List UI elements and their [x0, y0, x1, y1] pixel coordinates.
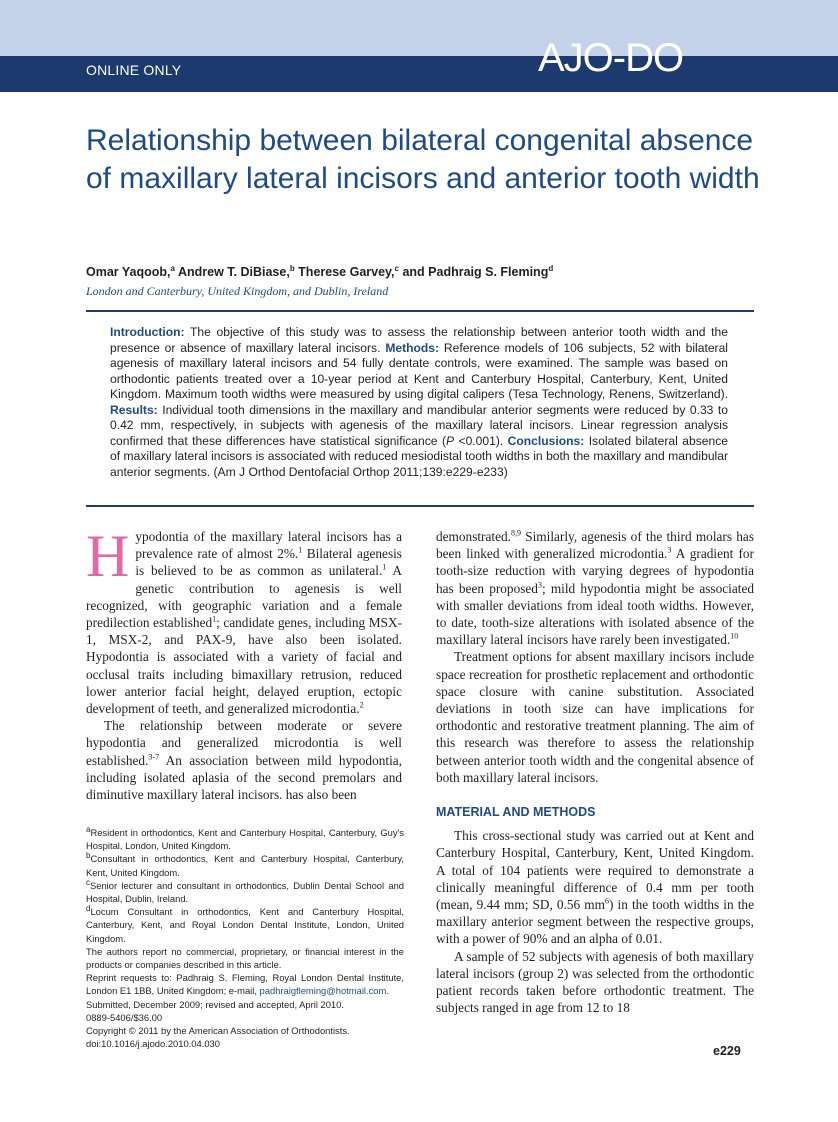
- body-paragraph: [86, 717, 402, 803]
- footnote-text: Resident in orthodontics, Kent and Canterbury Hospital, Canterbury, Guy's Hospital, London, United Kingdom.: [86, 827, 404, 852]
- body-paragraph: Treatment options for absent maxillary incisors include space recreation for prosthetic replacement and orthodontic space closure with canine substitution. Associated deviations in tooth size can have implications for orthodontic and restorative treatment planning. The aim of this research was therefore to assess the relationship between anterior tooth width and the congenital absence of both maxillary lateral incisors.: [436, 649, 754, 785]
- body-text: Similarly, agenesis of the third molars has been linked with generalized microdontia.: [436, 529, 754, 562]
- body-text: A gradient for tooth-size reduction with varying degrees of hypodontia has been proposed: [436, 546, 754, 596]
- author-sup: c: [394, 263, 399, 273]
- body-paragraph: [436, 528, 754, 648]
- abstract-results-heading: Results:: [110, 402, 158, 417]
- footnote-text: Consultant in orthodontics, Kent and Canterbury Hospital, Canterbury, Kent, United Kingdom.: [86, 853, 404, 878]
- body-text: ) in the tooth widths in the maxillary anterior segment between the respective groups, with a power of 90% and an alpha of 0.01.: [436, 897, 754, 947]
- abstract-methods-heading: Methods:: [385, 340, 440, 355]
- author-name: Andrew T. DiBiase,: [174, 265, 290, 279]
- author-name: and Padhraig S. Fleming: [399, 265, 549, 279]
- author-list: [86, 265, 766, 279]
- body-paragraph: A sample of 52 subjects with agenesis of both maxillary lateral incisors (group 2) was selected from the orthodontic patient records taken before orthodontic treatment. The subjects ranged in age from 12 to 18: [436, 948, 754, 1016]
- copyright: Copyright © 2011 by the American Association of Orthodontists.: [86, 1025, 350, 1037]
- author-name: Omar Yaqoob,: [86, 265, 171, 279]
- header-top-band: [0, 0, 838, 56]
- footnote-text: Senior lecturer and consultant in orthodontics, Dublin Dental School and Hospital, Dublin, Ireland.: [86, 879, 404, 905]
- body-text: ypodontia of the maxillary lateral incisors has a prevalence rate of almost 2%.: [135, 529, 402, 562]
- abstract-intro-heading: Introduction:: [110, 325, 185, 339]
- abstract-top-rule: [86, 310, 754, 312]
- reprint-requests: [86, 971, 404, 997]
- reprint-text: Reprint requests to: Padhraig S. Fleming, Royal London Dental Institute, London E1 1BB, United Kingdom; e-mail,: [86, 972, 404, 997]
- disclosure: The authors report no commercial, proprietary, or financial interest in the products or companies described in this article.: [86, 945, 404, 971]
- footnote: [86, 852, 404, 878]
- footnote-mark: a: [86, 824, 91, 834]
- citation: 2: [359, 700, 364, 710]
- footnote-text: Locum Consultant in orthodontics, Kent and Canterbury Hospital, Canterbury, Kent, and Royal London Dental Institute, London, United Kingdom.: [86, 906, 404, 944]
- drop-cap: H: [86, 523, 130, 589]
- author-sup: b: [289, 263, 295, 273]
- abstract-conclusions-heading: Conclusions:: [507, 433, 585, 448]
- body-text: This cross-sectional study was carried out at Kent and Canterbury Hospital, Canterbury, Kent, United Kingdom. A total of 104 patients were required to demonstrate a clinically meaningful difference of 0.4 mm per tooth (mean, 9.44 mm; SD, 0.56 mm: [436, 828, 754, 913]
- abstract-results-text: <0.001).: [454, 433, 508, 448]
- reprint-text: .: [386, 985, 389, 997]
- abstract-results-text: Individual tooth dimensions in the maxillary and mandibular anterior segments were reduced by 0.33 to 0.42 mm, respectively, in subjects with agenesis of the maxillary lateral incisors. Linear regression analysis confirmed that these differences have statistical significance (: [110, 402, 728, 448]
- citation: 10: [730, 631, 739, 641]
- body-text: ; mild hypodontia might be associated with smaller deviations from ideal tooth widths. However, to date, tooth-size alterations with isolated absence of the maxillary lateral incisors have rarely been investigated.: [436, 580, 754, 648]
- journal-logo: AJO-DO: [538, 36, 684, 80]
- doi: doi:10.1016/j.ajodo.2010.04.030: [86, 1038, 220, 1050]
- page-number: e229: [713, 1044, 741, 1058]
- abstract: [110, 325, 728, 480]
- left-column: [86, 523, 402, 803]
- citation: 8,9: [510, 528, 521, 538]
- body-text: ; candidate genes, including MSX-1, MSX-2, and PAX-9, have also been isolated. Hypodontia is associated with a variety of facial and occlusal traits including bimaxillary retrusion, reduced lower anterior facial height, delayed eruption, ectopic development of teeth, and generalized microdontia.: [86, 615, 402, 717]
- submission-dates: Submitted, December 2009; revised and accepted, April 2010.: [86, 998, 344, 1010]
- abstract-p-symbol: P: [446, 433, 455, 448]
- citation: 1: [298, 545, 303, 555]
- abstract-methods-text: Reference models of 106 subjects, 52 with bilateral agenesis of maxillary lateral incisors and 54 fully dentate controls, were examined. The sample was based on orthodontic patients treated over a 10-year period at Kent and Canterbury Hospital, Canterbury, Kent, United Kingdom. Maximum tooth widths were measured by using digital calipers (Tesa Technology, Renens, Switzerland).: [110, 340, 728, 401]
- footnotes: [86, 826, 404, 1050]
- online-only-label: ONLINE ONLY: [86, 62, 182, 78]
- citation: 3: [537, 580, 542, 590]
- body-text: A genetic contribution to agenesis is well recognized, with geographic variation and a female predilection established: [86, 563, 402, 631]
- abstract-conclusions-text: Isolated bilateral absence of maxillary lateral incisors is associated with reduced mesiodistal tooth widths in both the maxillary and mandibular anterior segments. (Am J Orthod Dentofacial Orthop 2011;139:e229-e233): [110, 433, 728, 479]
- citation: 6: [604, 896, 609, 906]
- footnote: [86, 826, 404, 852]
- footnote-mark: c: [86, 877, 90, 887]
- right-column: [436, 528, 754, 1016]
- issn: 0889-5406/$36.00: [86, 1011, 163, 1023]
- footnote: [86, 879, 404, 905]
- body-text: An association between mild hypodontia, including isolated aplasia of the second premolars and diminutive maxillary lateral incisors. has also been: [86, 752, 402, 803]
- article-title: Relationship between bilateral congenital absence of maxillary lateral incisors and anterior tooth width: [86, 124, 760, 195]
- citation: 1: [212, 614, 217, 624]
- citation: 3-7: [148, 752, 160, 762]
- author-sup: d: [548, 263, 554, 273]
- affiliation: London and Canterbury, United Kingdom, and Dublin, Ireland: [86, 284, 389, 298]
- intro-paragraph: [86, 523, 402, 717]
- section-heading: MATERIAL AND METHODS: [436, 805, 596, 820]
- citation: 3: [667, 545, 672, 555]
- citation: 1: [382, 562, 387, 572]
- body-text: The relationship between moderate or severe hypodontia and generalized microdontia is well established.: [86, 718, 402, 768]
- abstract-intro-text: The objective of this study was to assess the relationship between anterior tooth width and the presence or absence of maxillary lateral incisors.: [110, 325, 728, 355]
- author-sup: a: [170, 263, 175, 273]
- body-text: Bilateral agenesis is believed to be as common as unilateral.: [135, 546, 402, 579]
- footnote-mark: b: [86, 851, 91, 861]
- body-text: demonstrated.: [436, 529, 511, 544]
- footnote: [86, 905, 404, 945]
- author-name: Therese Garvey,: [294, 265, 395, 279]
- footnote-mark: d: [86, 904, 91, 914]
- abstract-bottom-rule: [86, 505, 754, 507]
- email-link[interactable]: padhraigfleming@hotmail.com: [259, 985, 387, 997]
- body-paragraph: [436, 827, 754, 947]
